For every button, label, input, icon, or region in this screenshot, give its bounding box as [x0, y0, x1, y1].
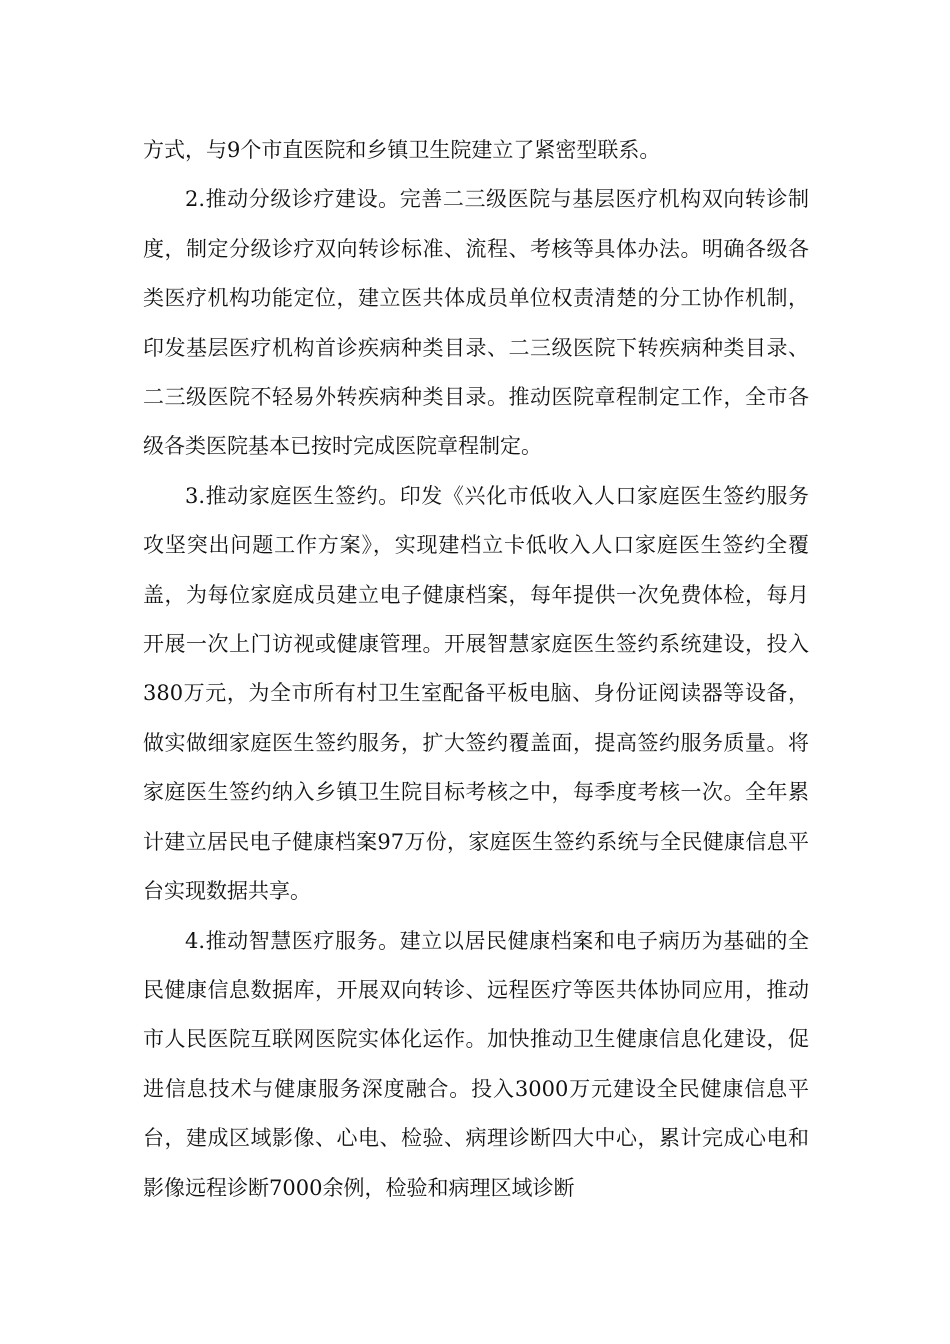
paragraph-family-doctor: 3.推动家庭医生签约。印发《兴化市低收入人口家庭医生签约服务攻坚突出问题工作方案》，实现建档立卡低收入人口家庭医生签约全覆盖，为每位家庭成员建立电子健康档案，每年提供一次免费体检，每月开展一次上门访视或健康管理。开展智慧家庭医生签约系统建设，投入380万元，为全市所有村卫生室配备平板电脑、身份证阅读器等设备，做实做细家庭医生签约服务，扩大签约覆盖面，提高签约服务质量。将家庭医生签约纳入乡镇卫生院目标考核之中，每季度考核一次。全年累计建立居民电子健康档案97万份，家庭医生签约系统与全民健康信息平台实现数据共享。 [143, 483, 809, 904]
paragraph-tiered-diagnosis: 2.推动分级诊疗建设。完善二三级医院与基层医疗机构双向转诊制度，制定分级诊疗双向转诊标准、流程、考核等具体办法。明确各级各类医疗机构功能定位，建立医共体成员单位权责清楚的分工协作机制，印发基层医疗机构首诊疾病种类目录、二三级医院下转疾病种类目录、二三级医院不轻易外转疾病种类目录。推动医院章程制定工作，全市各级各类医院基本已按时完成医院章程制定。 [143, 187, 809, 459]
paragraph-continuation: 方式，与9个市直医院和乡镇卫生院建立了紧密型联系。 [143, 138, 661, 162]
paragraph-smart-medical: 4.推动智慧医疗服务。建立以居民健康档案和电子病历为基础的全民健康信息数据库，开展双向转诊、远程医疗等医共体协同应用，推动市人民医院互联网医院实体化运作。加快推动卫生健康信息化建设，促进信息技术与健康服务深度融合。投入3000万元建设全民健康信息平台，建成区域影像、心电、检验、病理诊断四大中心，累计完成心电和影像远程诊断7000余例，检验和病理区域诊断 [143, 928, 809, 1200]
document-body [143, 126, 809, 1213]
